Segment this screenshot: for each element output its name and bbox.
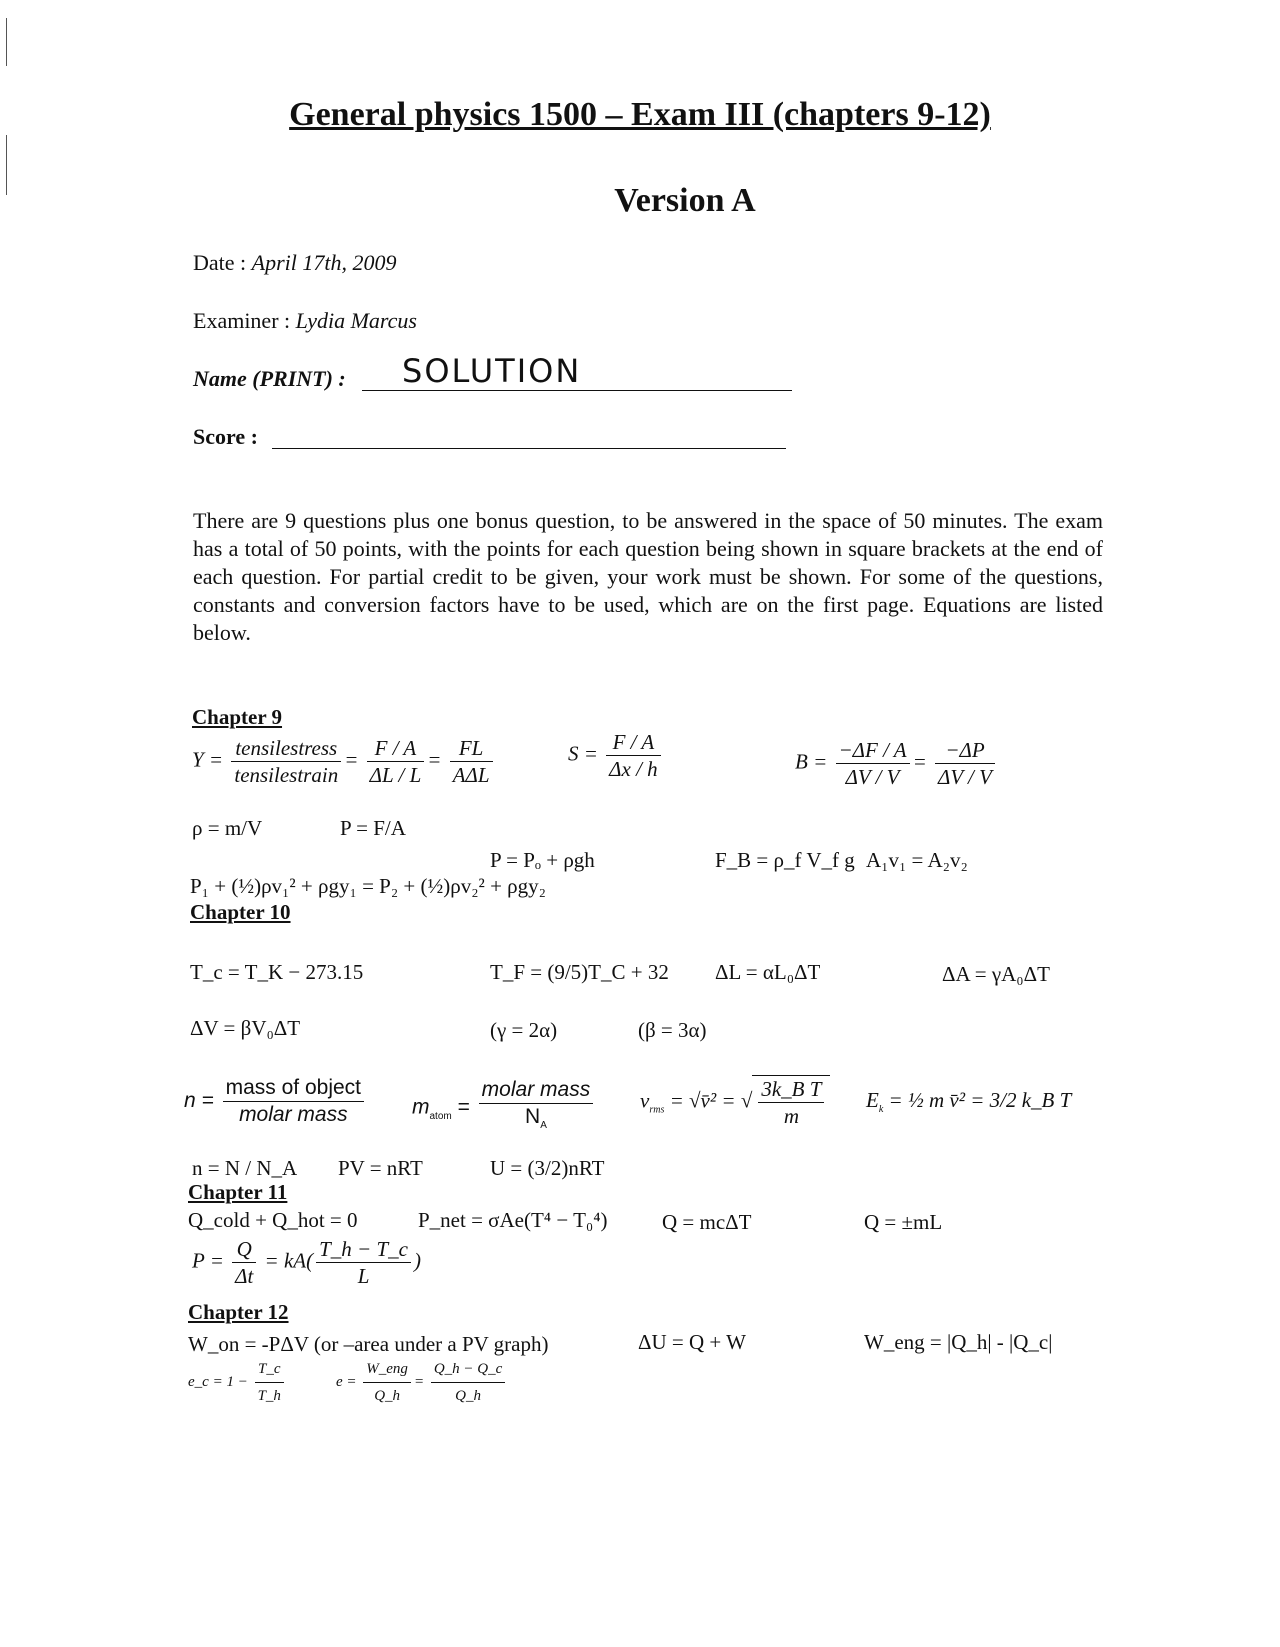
conduction-eq: P = $\frac{Q}{\Delta t}$ = kA( $\frac{T\_h - T\_c}{L}$ ) (192, 1237, 421, 1288)
first-law-eq: ΔU = Q + W (638, 1330, 746, 1354)
date-value: April 17th, 2009 (251, 250, 397, 275)
name-label: Name (PRINT) : (193, 366, 346, 391)
fraction (231, 735, 341, 788)
radiation-eq: P_net = σAe(T⁴ − T₀⁴) (418, 1208, 608, 1232)
chapter-10-heading: Chapter 10 (190, 900, 291, 924)
pressure-eq: P = F/A (340, 816, 406, 840)
numerator: mass of object (223, 1075, 364, 1102)
eq-lhs: m (412, 1095, 430, 1119)
celsius-eq: T_c = T_K − 273.15 (190, 960, 364, 984)
chapter-11-heading: Chapter 11 (188, 1180, 288, 1204)
numerator: −ΔP (935, 737, 995, 764)
examiner-row (193, 308, 417, 334)
eq-lhs: S = (568, 741, 598, 766)
fraction (316, 1236, 411, 1289)
numerator: Q (232, 1236, 256, 1263)
numerator: tensilestress (231, 735, 341, 762)
eq-rhs: 3/2 k_B T (989, 1088, 1072, 1112)
specific-heat-eq: Q = mcΔT (662, 1210, 752, 1234)
numerator: Q_h − Q_c (431, 1356, 505, 1383)
denominator: Q_h (374, 1388, 401, 1404)
continuity-eq: A₁v₁ = A₂v₂ (866, 848, 968, 872)
examiner-value: Lydia Marcus (295, 308, 417, 333)
exam-version: Version A (614, 182, 756, 219)
eq-middle: = kA (264, 1248, 307, 1273)
score-line (272, 448, 786, 449)
denominator: ΔV / V (845, 765, 900, 789)
rms-speed-eq: $v_{rms}$ = √v̄² = √ $\frac{\text{3k\_B T}}{m}$ (640, 1075, 830, 1129)
date-label: Date : (193, 250, 247, 275)
numerator: FL (450, 735, 493, 762)
date-row (193, 250, 397, 276)
bernoulli-eq: P₁ + (½)ρv₁² + ρgy₁ = P₂ + (½)ρv₂² + ρgy₂ (190, 874, 546, 898)
eq-subscript: rms (649, 1104, 665, 1116)
name-line (362, 390, 792, 391)
eq-lhs: E (866, 1088, 879, 1112)
examiner-label: Examiner : (193, 308, 291, 333)
denominator: T_h (257, 1388, 281, 1404)
beta-relation: (β = 3α) (638, 1018, 707, 1042)
kinetic-energy-eq (866, 1088, 1071, 1115)
numerator: T_c (255, 1356, 284, 1383)
denominator: N (525, 1105, 541, 1128)
denominator: AΔL (452, 763, 490, 787)
fraction (431, 1356, 505, 1409)
carnot-efficiency-eq (188, 1356, 287, 1409)
numerator: 3k_B T (758, 1076, 824, 1103)
scan-edge-mark (6, 18, 7, 66)
eq-lhs: v (640, 1088, 650, 1113)
name-handwritten: SOLUTION (402, 352, 582, 390)
volume-expansion-eq: ΔV = βV₀ΔT (190, 1016, 301, 1040)
denominator: Δx / h (609, 757, 658, 781)
numerator: −ΔF / A (836, 737, 910, 764)
denominator: Δt (235, 1264, 254, 1288)
eq-lhs: Y = (192, 747, 224, 772)
denominator-subscript: A (540, 1120, 547, 1132)
youngs-modulus: Y = $\frac{\text{tensilestress}}{\text{tensilestrain}}$ = $\frac{F / A}{\Delta L / L}$ = $\frac{FL}{\text{AΔL}}$ (192, 735, 496, 788)
denominator: tensilestrain (234, 763, 339, 787)
buoyancy-eq: F_B = ρ_f V_f g (715, 848, 855, 872)
engine-efficiency-eq: e = $\frac{\text{W\_eng}}{Q\_h}$ = $\frac{Q\_h - Q\_c}{Q\_h}$ (336, 1356, 508, 1409)
gamma-relation: (γ = 2α) (490, 1018, 558, 1042)
denominator: molar mass (239, 1103, 348, 1126)
fraction (367, 735, 425, 788)
eq-lhs: e = (336, 1373, 357, 1390)
fraction (223, 1075, 364, 1128)
fahrenheit-eq: T_F = (9/5)T_C + 32 (490, 960, 669, 984)
eq-subscript: k (878, 1104, 884, 1116)
eq-subscript: atom (429, 1110, 452, 1122)
fraction (479, 1077, 594, 1139)
internal-energy-eq: U = (3/2)nRT (490, 1156, 605, 1180)
depth-pressure-eq: P = Pₒ + ρgh (490, 848, 595, 872)
eq-lhs: B = (795, 749, 828, 774)
moles-eq (184, 1075, 367, 1128)
avogadro-eq: n = N / N_A (192, 1156, 298, 1180)
fraction (363, 1356, 411, 1409)
numerator: F / A (367, 735, 425, 762)
denominator: L (357, 1264, 370, 1288)
chapter-9-heading: Chapter 9 (192, 705, 283, 729)
numerator: F / A (606, 729, 660, 756)
eq-middle: = √v̄² = (669, 1088, 736, 1113)
denominator: Q_h (455, 1388, 481, 1404)
numerator: molar mass (479, 1077, 594, 1104)
denominator: ΔV / V (938, 765, 992, 789)
eq-middle: = ½ m v̄² = (888, 1088, 990, 1112)
density-eq: ρ = m/V (192, 816, 263, 840)
linear-expansion-eq: ΔL = αL₀ΔT (715, 960, 821, 984)
ideal-gas-eq: PV = nRT (338, 1156, 423, 1180)
fraction (255, 1356, 284, 1409)
fraction (758, 1076, 824, 1129)
atom-mass-eq: $m_{atom}$ = $\frac{\text{molar mass}}{N_A}$ (412, 1077, 596, 1139)
calorimetry-eq: Q_cold + Q_hot = 0 (188, 1208, 358, 1232)
engine-work-eq: W_eng = |Q_h| - |Q_c| (864, 1330, 1053, 1354)
fraction (450, 735, 493, 788)
fraction (935, 737, 995, 790)
latent-heat-eq: Q = ±mL (864, 1210, 943, 1234)
fraction (836, 737, 910, 790)
eq-lhs: n = (184, 1089, 214, 1113)
exam-title: General physics 1500 – Exam III (chapters 9-12) (289, 96, 991, 133)
instructions: There are 9 questions plus one bonus question, to be answered in the space of 50 minutes. The exam has a total of 50 points, with the points for each question being shown in square brackets at the end of each question. For partial credit to be given, your work must be shown. For some of the questions, constants and conversion factors have to be used, which are on the first page. Equations are listed below. (193, 508, 1103, 645)
eq-lhs: P = (192, 1248, 224, 1273)
shear-modulus (568, 729, 664, 782)
fraction (606, 729, 660, 782)
score-label: Score : (193, 424, 258, 449)
numerator: W_eng (363, 1356, 411, 1383)
work-eq: W_on = -PΔV (or –area under a PV graph) (188, 1332, 549, 1356)
area-expansion-eq: ΔA = γA₀ΔT (942, 962, 1050, 986)
chapter-12-heading: Chapter 12 (188, 1300, 289, 1324)
eq-lhs: e_c = 1 − (188, 1373, 248, 1390)
numerator: T_h − T_c (316, 1236, 411, 1263)
denominator: ΔL / L (369, 763, 422, 787)
fraction (232, 1236, 256, 1289)
bulk-modulus: B = $\frac{-\Delta F / A}{\Delta V / V}$ = $\frac{-\Delta P}{\Delta V / V}$ (795, 737, 998, 790)
denominator: m (783, 1104, 799, 1128)
